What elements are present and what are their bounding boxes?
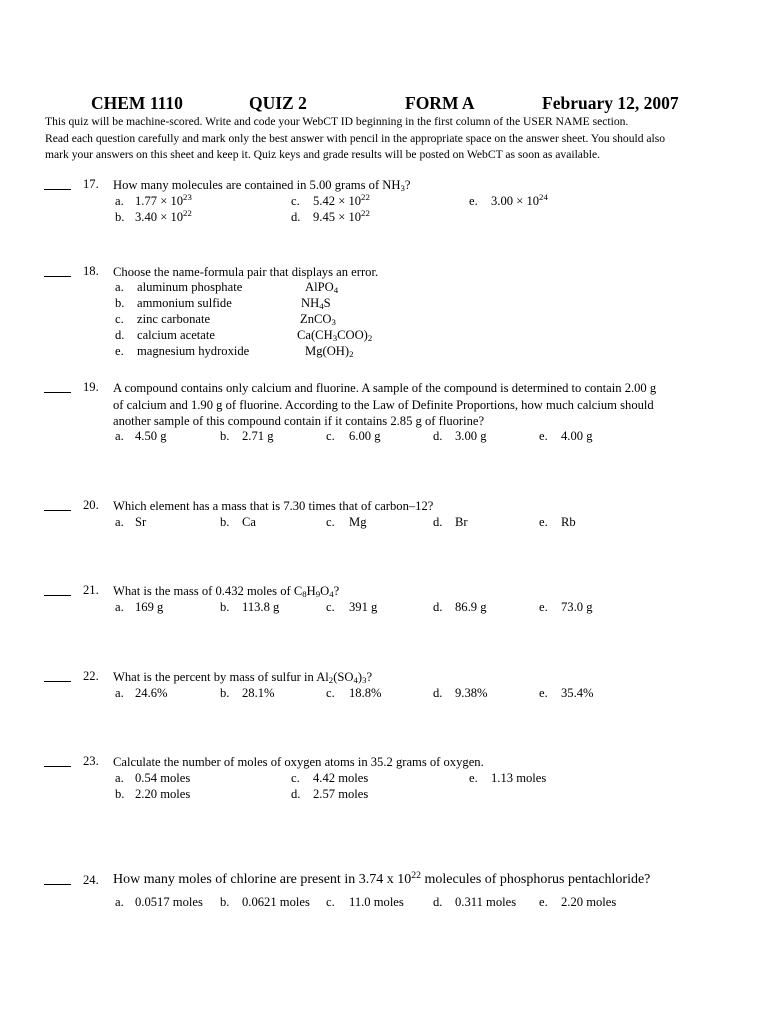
- answer-blank[interactable]: [44, 392, 71, 393]
- choice-text: 2.71 g: [242, 429, 274, 443]
- choice-text: 86.9 g: [455, 600, 487, 614]
- choice-letter: c.: [326, 686, 335, 700]
- choice-letter: b.: [220, 895, 230, 909]
- choice-letter: d.: [291, 210, 301, 224]
- choice-text: 0.54 moles: [135, 771, 191, 785]
- choice-letter: a.: [115, 515, 124, 529]
- question-number: 22.: [83, 669, 99, 683]
- question-number: 23.: [83, 754, 99, 768]
- question-number: 20.: [83, 498, 99, 512]
- choice-text: 6.00 g: [349, 429, 381, 443]
- choice-text: 3.00 g: [455, 429, 487, 443]
- choice-letter: c.: [115, 312, 124, 326]
- choice-text: 4.50 g: [135, 429, 167, 443]
- answer-blank[interactable]: [44, 276, 71, 277]
- question-text: Choose the name-formula pair that displays an error.: [113, 265, 379, 279]
- question-text: Calculate the number of moles of oxygen atoms in 35.2 grams of oxygen.: [113, 755, 484, 769]
- choice-text: 11.0 moles: [349, 895, 404, 909]
- choice-text: 73.0 g: [561, 600, 593, 614]
- choice-letter: d.: [291, 787, 301, 801]
- choice-letter: c.: [326, 515, 335, 529]
- choice-letter: e.: [539, 895, 548, 909]
- choice-letter: c.: [326, 895, 335, 909]
- choice-letter: d.: [433, 429, 443, 443]
- choice-text: 9.38%: [455, 686, 488, 700]
- choice-text: 113.8 g: [242, 600, 280, 614]
- answer-blank[interactable]: [44, 681, 71, 682]
- choice-text: 169 g: [135, 600, 164, 614]
- question-number: 24.: [83, 873, 99, 887]
- choice-text: 0.311 moles: [455, 895, 517, 909]
- choice-text: $1.77 \times 10^{23}$: [135, 192, 192, 208]
- choice-text: $5.42 \times 10^{22}$: [313, 192, 370, 208]
- choice-text: Sr: [135, 515, 147, 529]
- choice-letter: a.: [115, 194, 124, 208]
- form-label: FORM A: [405, 93, 475, 113]
- instructions: [45, 114, 735, 164]
- choice-letter: e.: [539, 429, 548, 443]
- choice-text: 4.42 moles: [313, 771, 369, 785]
- choice-letter: e.: [469, 194, 478, 208]
- choice-letter: b.: [220, 600, 230, 614]
- question-number: 19.: [83, 380, 99, 394]
- answer-blank[interactable]: [44, 510, 71, 511]
- choice-letter: a.: [115, 280, 124, 294]
- instructions-line: This quiz will be machine-scored. Write and code your WebCT ID beginning in the first column of the USER NAME section.: [45, 115, 629, 128]
- choice-text: 2.57 moles: [313, 787, 369, 801]
- choice-text: 1.13 moles: [491, 771, 547, 785]
- choice-letter: e.: [539, 515, 548, 529]
- question-text: What is the mass of 0.432 moles of $C_8H_9O_4$?: [113, 584, 340, 599]
- choice-letter: d.: [433, 895, 443, 909]
- choice-letter: b.: [115, 296, 125, 310]
- choice-text: $3.00 \times 10^{24}$: [491, 192, 548, 208]
- question-text: Which element has a mass that is 7.30 times that of carbon–12?: [113, 499, 434, 513]
- choice-letter: e.: [469, 771, 478, 785]
- choice-letter: a.: [115, 771, 124, 785]
- choice-text: Ca: [242, 515, 256, 529]
- choice-text: 4.00 g: [561, 429, 593, 443]
- choice-text: $3.40 \times 10^{22}$: [135, 208, 192, 224]
- question-number: 17.: [83, 177, 99, 191]
- choice-letter: a.: [115, 895, 124, 909]
- choice-letter: b.: [115, 787, 125, 801]
- choice-letter: d.: [433, 686, 443, 700]
- choice-letter: a.: [115, 686, 124, 700]
- choice-letter: b.: [115, 210, 125, 224]
- choice-text: 391 g: [349, 600, 378, 614]
- question-text: What is the percent by mass of sulfur in $Al_2(SO_4)_3$?: [113, 670, 373, 685]
- choice-text: $9.45 \times 10^{22}$: [313, 208, 370, 224]
- choice-letter: c.: [326, 429, 335, 443]
- answer-blank[interactable]: [44, 189, 71, 190]
- quiz-date: February 12, 2007: [542, 93, 679, 113]
- choice-letter: b.: [220, 515, 230, 529]
- choice-letter: e.: [539, 686, 548, 700]
- choice-letter: e.: [115, 344, 124, 358]
- question-text: [113, 380, 656, 430]
- question-text-line: A compound contains only calcium and fluorine. A sample of the compound is determined to contain 2.00 g: [113, 381, 657, 395]
- choice-text: Rb: [561, 515, 576, 529]
- choice-text: magnesium hydroxide: [137, 344, 250, 358]
- choice-text: Br: [455, 515, 468, 529]
- choice-text: 24.6%: [135, 686, 168, 700]
- question-text-line: of calcium and 1.90 g of fluorine. According to the Law of Definite Proportions, how much calcium should: [113, 397, 654, 412]
- choice-formula: ZnCO$_3$: [300, 312, 336, 327]
- choice-letter: b.: [220, 429, 230, 443]
- choice-text: aluminum phosphate: [137, 280, 243, 294]
- choice-letter: c.: [326, 600, 335, 614]
- choice-letter: e.: [539, 600, 548, 614]
- instructions-line: mark your answers on this sheet and keep it. Quiz keys and grade results will be posted on WebCT as soon as available.: [45, 148, 601, 161]
- choice-letter: d.: [433, 515, 443, 529]
- choice-text: 18.8%: [349, 686, 382, 700]
- choice-formula: $Ca(CH_3COO)_2$: [297, 328, 373, 343]
- choice-text: 2.20 moles: [135, 787, 191, 801]
- choice-formula: AlPO$_4$: [305, 280, 339, 295]
- answer-blank[interactable]: [44, 595, 71, 596]
- question-text-line: another sample of this compound contain if it contains 2.85 g of fluorine?: [113, 414, 485, 428]
- choice-text: calcium acetate: [137, 328, 215, 342]
- choice-text: 28.1%: [242, 686, 275, 700]
- question-number: 21.: [83, 583, 99, 597]
- choice-letter: a.: [115, 600, 124, 614]
- choice-text: zinc carbonate: [137, 312, 211, 326]
- choice-letter: a.: [115, 429, 124, 443]
- choice-text: Mg: [349, 515, 367, 529]
- choice-letter: c.: [291, 771, 300, 785]
- choice-letter: b.: [220, 686, 230, 700]
- choice-text: 35.4%: [561, 686, 594, 700]
- quiz-title: QUIZ 2: [249, 93, 307, 113]
- course-title: CHEM 1110: [91, 93, 183, 113]
- question-text: How many moles of chlorine are present in 3.74 x $10^{22}$ molecules of phosphorus pentachloride?: [113, 870, 651, 887]
- choice-formula: $NH_4S$: [301, 296, 331, 311]
- choice-letter: d.: [433, 600, 443, 614]
- choice-letter: d.: [115, 328, 125, 342]
- choice-formula: $Mg(OH)_2$: [305, 344, 354, 359]
- answer-blank[interactable]: [44, 766, 71, 767]
- choice-text: 2.20 moles: [561, 895, 617, 909]
- answer-blank[interactable]: [44, 884, 71, 885]
- choice-text: ammonium sulfide: [137, 296, 232, 310]
- question-text: How many molecules are contained in 5.00 grams of $NH_3$?: [113, 178, 411, 193]
- choice-text: 0.0621 moles: [242, 895, 310, 909]
- choice-letter: c.: [291, 194, 300, 208]
- choice-text: 0.0517 moles: [135, 895, 203, 909]
- instructions-line: Read each question carefully and mark only the best answer with pencil in the appropriate space on the answer sheet. You should also: [45, 131, 666, 145]
- question-number: 18.: [83, 264, 99, 278]
